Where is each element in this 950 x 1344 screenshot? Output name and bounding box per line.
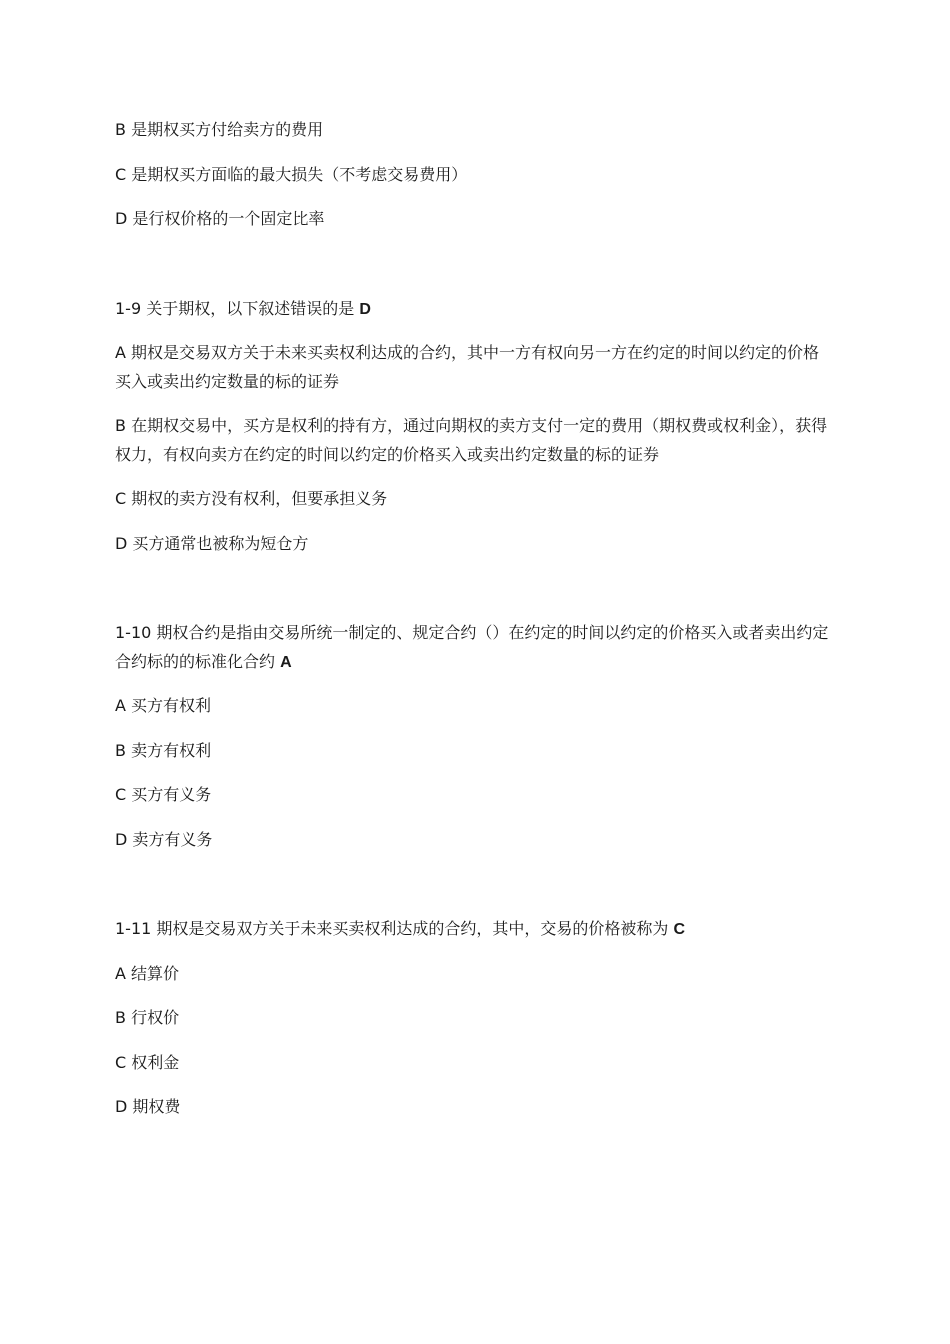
q9-stem-text: 1-9 关于期权，以下叙述错误的是 [115, 299, 360, 318]
q8-option-c: C 是期权买方面临的最大损失（不考虑交易费用） [115, 165, 468, 184]
q11-stem [115, 914, 835, 944]
q9-option-c: C 期权的卖方没有权利，但要承担义务 [115, 489, 388, 508]
q11-option-d: D 期权费 [115, 1097, 181, 1116]
q11-option-b: B 行权价 [115, 1008, 180, 1027]
q11-stem-text: 1-11 期权是交易双方关于未来买卖权利达成的合约，其中，交易的价格被称为 [115, 919, 674, 938]
q10-option-b: B 卖方有权利 [115, 741, 212, 760]
q9-option-d: D 买方通常也被称为短仓方 [115, 534, 309, 553]
q8-option-d: D 是行权价格的一个固定比率 [115, 209, 325, 228]
q11-option-a: A 结算价 [115, 964, 180, 983]
q10-option-d: D 卖方有义务 [115, 830, 213, 849]
q10-answer: A [280, 654, 292, 671]
q10-stem-text: 1-10 期权合约是指由交易所统一制定的、规定合约（）在约定的时间以约定的价格买入或者卖出约定合约标的的标准化合约 [115, 623, 829, 671]
q9-option-b: B 在期权交易中，买方是权利的持有方，通过向期权的卖方支付一定的费用（期权费或权利金），获得权力，有权向卖方在约定的时间以约定的价格买入或卖出约定数量的标的证券 [115, 416, 828, 464]
q9-stem [115, 294, 835, 324]
q9-answer: D [359, 301, 371, 318]
q9-option-a: A 期权是交易双方关于未来买卖权利达成的合约，其中一方有权向另一方在约定的时间以约定的价格买入或卖出约定数量的标的证券 [115, 343, 820, 391]
q10-option-a: A 买方有权利 [115, 696, 212, 715]
q11-option-c: C 权利金 [115, 1053, 180, 1072]
q10-stem [115, 618, 835, 677]
q10-option-c: C 买方有义务 [115, 785, 212, 804]
q8-option-b: B 是期权买方付给卖方的费用 [115, 120, 324, 139]
q11-answer: C [673, 921, 686, 938]
